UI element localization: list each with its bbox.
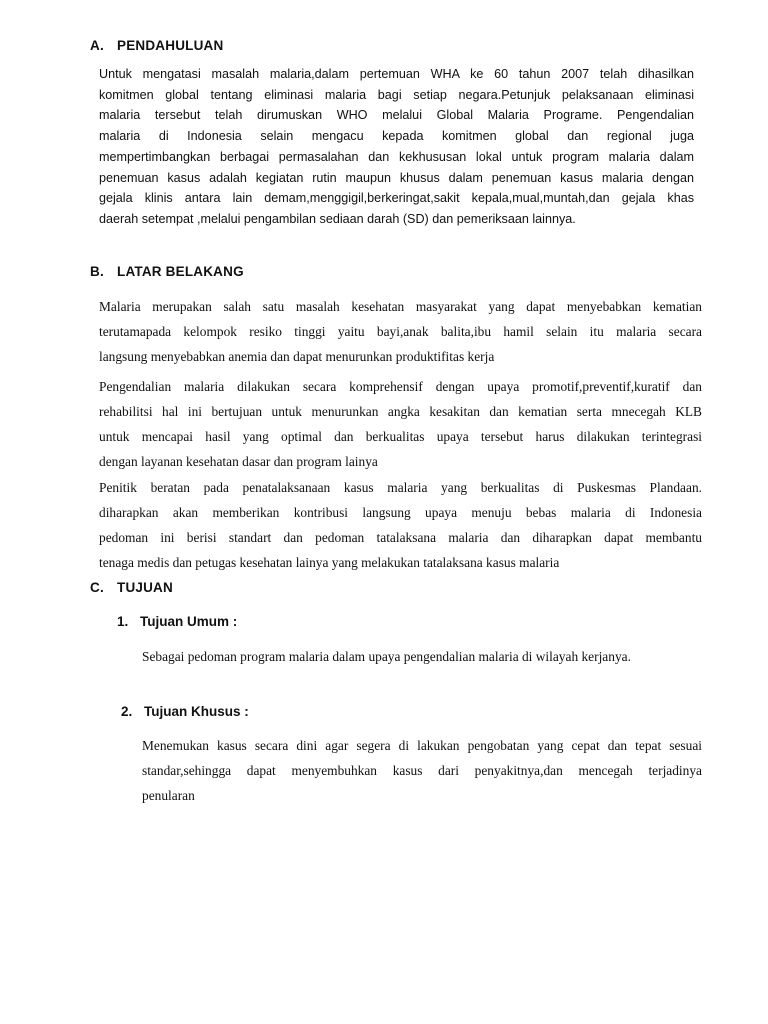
paragraph-line: Pengendalian malaria dilakukan secara komprehensif dengan upaya promotif,preventif,kuratif dan (99, 379, 702, 394)
subsection-1-title: Tujuan Umum : (140, 614, 238, 629)
subsection-2-title: Tujuan Khusus : (144, 704, 249, 719)
section-b-marker: B. (90, 264, 104, 279)
paragraph-line: daerah setempat ,melalui pengambilan sediaan darah (SD) dan pemeriksaan lainnya. (99, 211, 576, 226)
section-b-paragraph-2 (99, 374, 702, 474)
section-a-title: PENDAHULUAN (117, 38, 224, 53)
subsection-1-heading (117, 614, 237, 629)
subsection-2-paragraph (142, 733, 702, 808)
section-a-heading (90, 38, 223, 53)
subsection-1-marker: 1. (117, 614, 129, 629)
section-c-marker: C. (90, 580, 104, 595)
subsection-2-heading (121, 704, 249, 719)
paragraph-line: dengan layanan kesehatan dasar dan program lainya (99, 454, 378, 469)
paragraph-line: standar,sehingga dapat menyembuhkan kasus dari penyakitnya,dan mencegah terjadinya (142, 763, 702, 778)
paragraph-line: penularan (142, 788, 195, 803)
paragraph-line: malaria tersebut telah dirumuskan WHO melalui Global Malaria Programe. Pengendalian (99, 108, 694, 123)
paragraph-line: Menemukan kasus secara dini agar segera di lakukan pengobatan yang cepat dan tepat sesuai (142, 738, 702, 753)
section-c-title: TUJUAN (117, 580, 173, 595)
paragraph-line: tenaga medis dan petugas kesehatan lainya yang melakukan tatalaksana kasus malaria (99, 555, 560, 570)
paragraph-line: pedoman ini berisi standart dan pedoman tatalaksana malaria dan diharapkan dapat membantu (99, 530, 702, 545)
paragraph-line: penemuan kasus adalah kegiatan rutin maupun khusus dalam penemuan kasus malaria dengan (99, 170, 694, 185)
paragraph-line: terutamapada kelompok resiko tinggi yaitu bayi,anak balita,ibu hamil selain itu malaria secara (99, 324, 702, 339)
section-c-heading (90, 580, 173, 595)
paragraph-line: malaria di Indonesia selain mengacu kepada komitmen global dan regional juga (99, 129, 694, 144)
paragraph-line: gejala klinis antara lain demam,menggigil,berkeringat,sakit kepala,mual,muntah,dan gejala khas (99, 191, 694, 206)
paragraph-line: Untuk mengatasi masalah malaria,dalam pertemuan WHA ke 60 tahun 2007 telah dihasilkan (99, 67, 694, 81)
paragraph-line: Sebagai pedoman program malaria dalam upaya pengendalian malaria di wilayah kerjanya. (142, 649, 631, 664)
paragraph-line: untuk mencapai hasil yang optimal dan berkualitas upaya tersebut harus dilakukan terintegrasi (99, 429, 702, 444)
paragraph-line: Malaria merupakan salah satu masalah kesehatan masyarakat yang dapat menyebabkan kematian (99, 299, 702, 314)
paragraph-line: rehabilitsi hal ini bertujuan untuk menurunkan angka kesakitan dan kematian serta mnecegah KLB (99, 404, 702, 419)
subsection-1-paragraph (142, 644, 702, 669)
section-b-paragraph-3 (99, 475, 702, 575)
section-b-title: LATAR BELAKANG (117, 264, 244, 279)
section-b-paragraph-1 (99, 294, 702, 369)
section-a-marker: A. (90, 38, 104, 53)
section-a-paragraph (99, 64, 694, 230)
paragraph-line: langsung menyebabkan anemia dan dapat menurunkan produktifitas kerja (99, 349, 495, 364)
paragraph-line: komitmen global tentang eliminasi malaria bagi setiap negara.Petunjuk pelaksanaan eliminasi (99, 87, 694, 102)
paragraph-line: diharapkan akan memberikan kontribusi langsung upaya menuju bebas malaria di Indonesia (99, 505, 702, 520)
paragraph-line: Penitik beratan pada penatalaksanaan kasus malaria yang berkualitas di Puskesmas Plandaan. (99, 480, 702, 495)
section-b-heading (90, 264, 244, 279)
paragraph-line: mempertimbangkan berbagai permasalahan dan kekhususan lokal untuk program malaria dalam (99, 149, 694, 164)
subsection-2-marker: 2. (121, 704, 133, 719)
